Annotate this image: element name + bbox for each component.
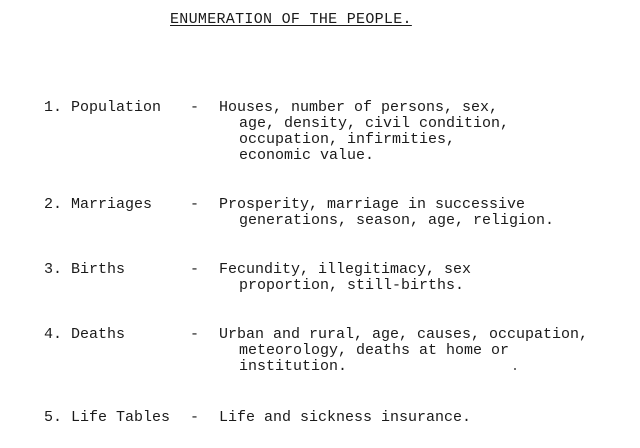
item-dash: - [190, 261, 200, 278]
item-heading [44, 262, 125, 278]
item-number: 3. [44, 261, 63, 278]
item-label: Marriages [71, 196, 153, 213]
item-dash: - [190, 99, 200, 116]
item-label: Births [71, 261, 126, 278]
ink-speck [514, 368, 516, 370]
description-line: meteorology, deaths at home or [239, 342, 510, 359]
page-title: ENUMERATION OF THE PEOPLE. [170, 11, 412, 28]
description-line: institution. [239, 358, 348, 375]
description-line: Fecundity, illegitimacy, sex [219, 261, 472, 278]
item-label: Population [71, 99, 162, 116]
description-line: proportion, still-births. [239, 277, 465, 294]
description-line: Prosperity, marriage in successive [219, 196, 526, 213]
item-description [219, 100, 634, 164]
item-heading [44, 197, 152, 213]
description-line: generations, season, age, religion. [239, 212, 555, 229]
item-dash: - [190, 196, 200, 213]
item-number: 5. [44, 409, 63, 426]
item-heading [44, 100, 161, 116]
description-line: Life and sickness insurance. [219, 409, 472, 426]
item-dash: - [190, 326, 200, 343]
item-description [219, 410, 634, 426]
item-number: 4. [44, 326, 63, 343]
item-label: Life Tables [71, 409, 171, 426]
description-line: economic value. [239, 147, 375, 164]
item-description [219, 262, 634, 294]
item-number: 2. [44, 196, 63, 213]
item-description [219, 327, 634, 375]
item-heading [44, 327, 125, 343]
description-line: Urban and rural, age, causes, occupation, [219, 326, 589, 343]
item-description [219, 197, 634, 229]
description-line: Houses, number of persons, sex, [219, 99, 499, 116]
item-number: 1. [44, 99, 63, 116]
item-label: Deaths [71, 326, 126, 343]
description-line: occupation, infirmities, [239, 131, 456, 148]
item-heading [44, 410, 170, 426]
item-dash: - [190, 409, 200, 426]
description-line: age, density, civil condition, [239, 115, 510, 132]
